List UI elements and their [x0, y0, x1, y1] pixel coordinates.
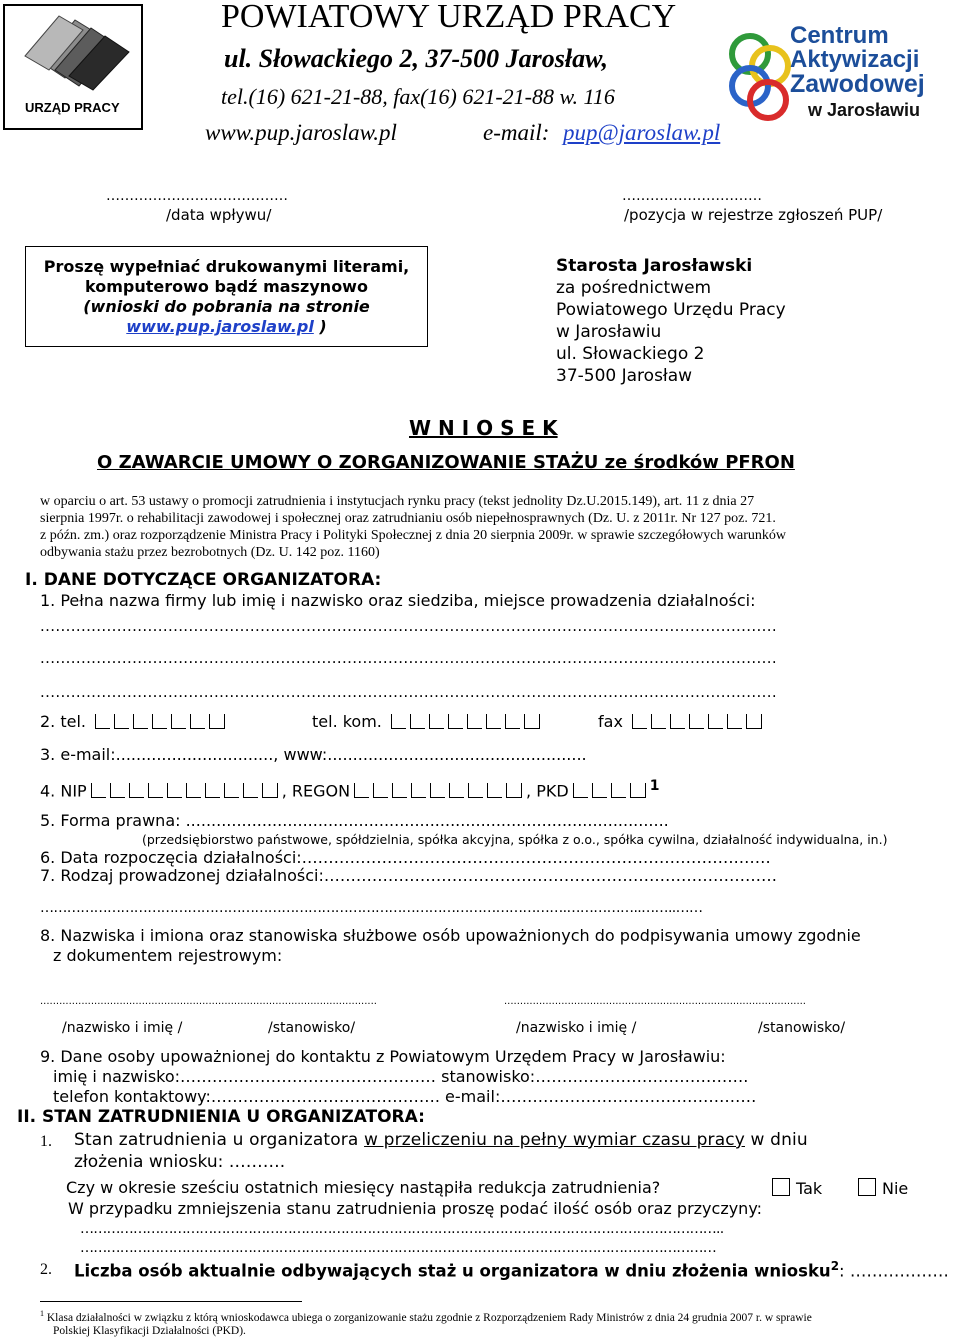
question-1-label: 1. Pełna nazwa firmy lub imię i nazwisko oraz siedziba, miejsce prowadzenia działalności: [40, 591, 756, 610]
reduction-no-option[interactable] [858, 1178, 908, 1198]
employment-text-b: w dniu [744, 1130, 808, 1150]
right-logo-line-2: Aktywizacji [790, 46, 920, 73]
right-logo-line-1: Centrum [790, 22, 889, 49]
signatory-left-position-label: /stanowisko/ [268, 1020, 356, 1036]
addressee-line-2: za pośrednictwem [556, 278, 712, 298]
office-title: POWIATOWY URZĄD PRACY [221, 0, 677, 35]
left-logo-text: URZĄD PRACY [25, 100, 120, 115]
office-phones: tel.(16) 621-21-88, fax(16) 621-21-88 w. 116 [221, 84, 615, 109]
signatory-right-name-label: /nazwisko i imię / [516, 1020, 637, 1036]
trainees-footnote-mark: 2 [830, 1259, 840, 1273]
addressee-line-3: Powiatowego Urzędu Pracy [556, 300, 786, 320]
legal-line-3: z późn. zm.) oraz rozporządzenie Ministra Pracy i Polityki Społecznej z dnia 20 sierpnia 2009r. w sprawie szczegółowych warunków [40, 528, 787, 543]
contact-person-phone-field[interactable]: telefon kontaktowy:……………………………………. e-mail:………………………………………… [53, 1087, 757, 1106]
document-title: W N I O S E K [409, 416, 558, 440]
signatory-right-dots[interactable]: ............................................................................................... [504, 996, 806, 1007]
question-1-line-1[interactable]: ................................................................................................................................................ [40, 617, 778, 635]
activity-type-continuation[interactable]: ……………………………………………………………………………………………………….……………..……..…… [40, 900, 703, 916]
yes-label: Tak [796, 1179, 823, 1198]
employment-text-a: Stan zatrudnienia u organizatora [74, 1130, 365, 1150]
signatory-left-dots[interactable]: .......................................................................................................... [40, 996, 377, 1007]
tel-digit-boxes[interactable] [95, 714, 225, 729]
pkd-digit-boxes[interactable] [573, 783, 646, 798]
trainees-count-label: Liczba osób aktualnie odbywających staż u organizatora w dniu złożenia wniosku [74, 1261, 831, 1281]
pkd-label: , PKD [526, 781, 569, 801]
reduction-reason-line-1[interactable]: ……………………………………………………………………………………………………………………………….. [80, 1221, 724, 1237]
pkd-footnote-mark: 1 [649, 778, 660, 794]
mobile-label: tel. kom. [312, 712, 382, 731]
footnote-separator [40, 1301, 302, 1302]
signatory-right-position-label: /stanowisko/ [758, 1020, 846, 1036]
legal-line-4: odbywania stażu przez bezrobotnych (Dz. U. 142 poz. 1160) [40, 545, 380, 560]
trainees-item-number: 2. [40, 1261, 52, 1278]
section-1-heading: I. DANE DOTYCZĄCE ORGANIZATORA: [25, 570, 382, 590]
regon-label: , REGON [281, 781, 351, 801]
instructions-line-2: komputerowo bądź maszynowo [85, 277, 368, 296]
reduction-yes-option[interactable] [772, 1178, 822, 1198]
instructions-close: ) [313, 317, 327, 336]
activity-type-field[interactable]: 7. Rodzaj prowadzonej działalności:…………………………………………….…………………………… [40, 866, 777, 885]
urzad-pracy-logo [3, 4, 143, 130]
rings-logo-icon [728, 30, 792, 126]
instructions-line-1: Proszę wypełniać drukowanymi literami, [43, 257, 410, 276]
authorized-persons-line-1: 8. Nazwiska i imiona oraz stanowiska służbowe osób upoważnionych do podpisywania umowy zgodnie [40, 926, 861, 945]
addressee-line-5: ul. Słowackiego 2 [556, 344, 705, 364]
nip-regon-pkd-row [40, 778, 659, 800]
cards-logo-icon [5, 12, 141, 92]
fax-digit-boxes[interactable] [632, 714, 762, 729]
email-www-row[interactable]: 3. e-mail:..............................., www:................................................... [40, 745, 587, 764]
trainees-count-row [74, 1259, 949, 1281]
signatory-left-name-label: /nazwisko i imię / [62, 1020, 183, 1036]
legal-line-1: w oparciu o art. 53 ustawy o promocji zatrudnienia i instytucjach rynku pracy (tekst jednolity Dz.U.2015.149), art. 11 z dnia 27 [40, 494, 755, 509]
start-date-field[interactable]: 6. Data rozpoczęcia działalności:……………………………………………………………………….…… [40, 848, 771, 867]
receipt-date-dots: ………………………………… [106, 188, 288, 204]
employment-text-underlined: w przeliczeniu na pełny wymiar czasu pracy [364, 1130, 745, 1150]
legal-basis [40, 493, 940, 561]
addressee-line-1: Starosta Jarosławski [556, 256, 753, 276]
instructions-line-3: (wnioski do pobrania na stronie [83, 297, 370, 316]
reduction-reason-line-2[interactable]: ……………………………………………………………………………………………………………………………… [80, 1240, 716, 1256]
mobile-digit-boxes[interactable] [391, 714, 540, 729]
office-website: www.pup.jaroslaw.pl [205, 120, 397, 145]
registry-position-dots: ………………………… [622, 188, 762, 204]
office-address: ul. Słowackiego 2, 37-500 Jarosław, [224, 44, 609, 73]
registry-position-label: /pozycja w rejestrze zgłoszeń PUP/ [624, 206, 883, 224]
centrum-aktywizacji-logo [728, 22, 958, 140]
fill-instructions-box [25, 246, 428, 347]
right-logo-line-4: w Jarosławiu [808, 100, 921, 120]
mobile-row [312, 712, 544, 731]
document-subtitle: O ZAWARCIE UMOWY O ZORGANIZOWANIE STAŻU ze środków PFRON [97, 452, 795, 473]
employment-line-1 [74, 1130, 808, 1150]
tel-label: 2. tel. [40, 712, 86, 731]
addressee-line-4: w Jarosławiu [556, 322, 662, 342]
legal-form-hint: (przedsiębiorstwo państwowe, spółdzielnia, spółka akcyjna, spółka z o.o., spółka cywilna, działalność indywidualna, in.) [142, 832, 888, 847]
right-logo-line-3: Zawodowej [790, 70, 925, 98]
phone-row [40, 712, 229, 731]
section-2-heading: II. STAN ZATRUDNIENIA U ORGANIZATORA: [17, 1107, 425, 1127]
authorized-persons-line-2: z dokumentem rejestrowym: [53, 946, 283, 965]
reduction-reason-label: W przypadku zmniejszenia stanu zatrudnienia proszę podać ilość osób oraz przyczyny: [68, 1199, 763, 1218]
legal-form-field[interactable]: 5. Forma prawna: ............................................................................................... [40, 811, 669, 830]
question-1-line-2[interactable]: ................................................................................................................................................ [40, 649, 778, 667]
regon-digit-boxes[interactable] [354, 783, 522, 798]
nip-label: 4. NIP [40, 781, 87, 801]
addressee-block [556, 255, 786, 387]
contact-person-heading: 9. Dane osoby upoważnionej do kontaktu z Powiatowym Urzędem Pracy w Jarosławiu: [40, 1047, 726, 1066]
trainees-count-field[interactable]: : ……………… [839, 1261, 949, 1281]
question-1-line-3[interactable]: ................................................................................................................................................ [40, 683, 778, 701]
office-email-link[interactable]: pup@jaroslaw.pl [563, 120, 721, 145]
fax-row [598, 712, 766, 731]
legal-line-2: sierpnia 1997r. o rehabilitacji zawodowej i społecznej oraz zatrudnianiu osób niepełnosprawnych (Dz. U. z 2011r. Nr 127 poz. 721. [40, 511, 776, 526]
employment-count-field[interactable]: złożenia wniosku: ………. [74, 1152, 286, 1172]
footnote-line-2: Polskiej Klasyfikacji Działalności (PKD). [53, 1325, 246, 1337]
instructions-link[interactable]: www.pup.jaroslaw.pl [126, 317, 314, 336]
nip-digit-boxes[interactable] [91, 783, 278, 798]
addressee-line-6: 37-500 Jarosław [556, 366, 693, 386]
no-checkbox[interactable] [858, 1178, 876, 1196]
reduction-question: Czy w okresie sześciu ostatnich miesięcy nastąpiła redukcja zatrudnienia? [66, 1178, 661, 1197]
contact-person-name-field[interactable]: imię i nazwisko:………………………………………… stanowisko:…………………………………. [53, 1067, 749, 1086]
yes-checkbox[interactable] [772, 1178, 790, 1196]
office-email-label: e-mail: [483, 120, 550, 145]
employment-item-number: 1. [40, 1133, 52, 1150]
footnote-number: 1 [40, 1309, 44, 1318]
fax-label: fax [598, 712, 623, 731]
footnote-line-1: $^1$ Klasa działalności w związku z którą wnioskodawca ubiega o zorganizowanie stażu zgodnie z Rozporządzeniem Rady Ministrów z dnia 24 grudnia 2007 r. w sprawie [40, 1309, 812, 1324]
receipt-date-label: /data wpływu/ [166, 206, 272, 224]
no-label: Nie [882, 1179, 909, 1198]
